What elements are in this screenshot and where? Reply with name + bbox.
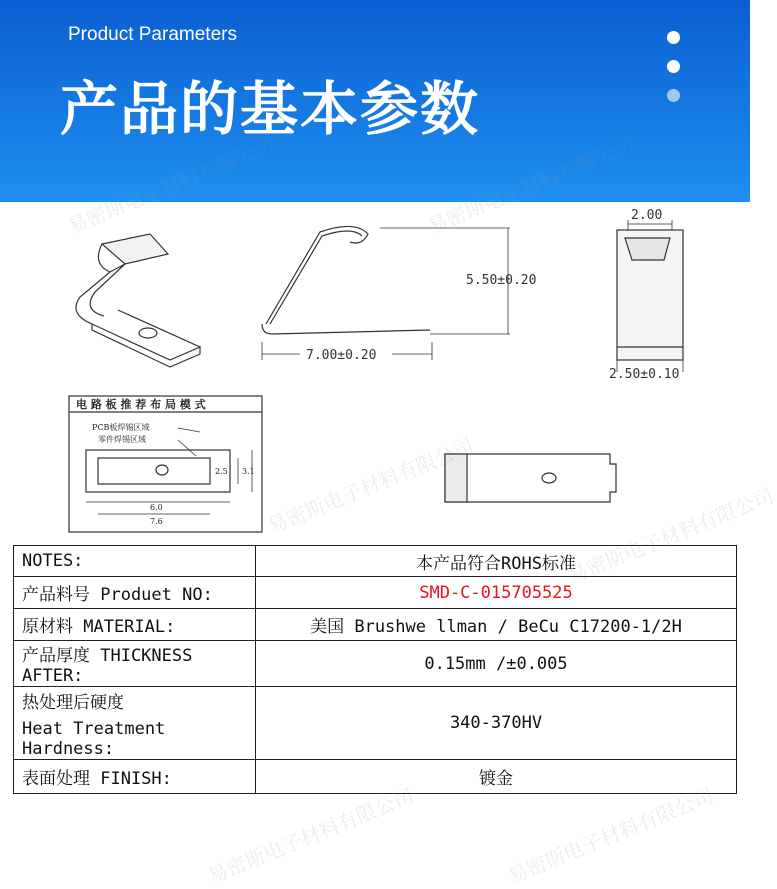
thickness-value: 0.15mm /±0.005 [256, 641, 737, 687]
material-value: 美国 Brushwe llman / BeCu C17200-1/2H [256, 609, 737, 641]
outer-width-label: 7.6 [150, 517, 163, 526]
page-title: 产品的基本参数 [60, 75, 481, 143]
watermark: 易密斯电子材料有限公司 [564, 483, 777, 589]
table-row [14, 577, 737, 609]
spec-table [13, 545, 737, 794]
header-subtitle: Product Parameters [68, 24, 237, 45]
watermark: 易密斯电子材料有限公司 [504, 783, 718, 889]
notes-value: 本产品符合ROHS标准 [256, 546, 737, 577]
finish-value: 镀金 [256, 760, 737, 794]
hardness-value: 340-370HV [256, 687, 737, 760]
inner-width-label: 6.0 [150, 503, 163, 512]
clip-top-view [445, 454, 616, 502]
notes-label: NOTES: [14, 546, 256, 577]
pager-dot-3[interactable] [667, 89, 680, 102]
product-no-value: SMD-C-015705525 [256, 577, 737, 609]
pager-dot-2[interactable] [667, 60, 680, 73]
watermark: 易密斯电子材料有限公司 [264, 433, 478, 539]
hardness-label [14, 687, 256, 760]
table-row [14, 641, 737, 687]
inner-height-label: 2.5 [215, 467, 228, 476]
watermark: 易密斯电子材料有限公司 [204, 783, 418, 889]
drawing-canvas [0, 202, 750, 542]
clip-side-view [262, 226, 510, 360]
technical-drawings [0, 202, 750, 542]
finish-label: 表面处理 FINISH: [14, 760, 256, 794]
product-no-label: 产品料号 Produet NO: [14, 577, 256, 609]
table-row [14, 609, 737, 641]
length-dimension-label: 7.00±0.20 [306, 348, 377, 363]
clip-3d-view [76, 234, 200, 367]
table-row [14, 687, 737, 760]
height-dimension-label: 5.50±0.20 [466, 273, 537, 288]
hardness-label-en: Heat Treatment Hardness: [22, 718, 166, 759]
bottom-width-label: 2.50±0.10 [609, 367, 680, 382]
table-row [14, 760, 737, 794]
pager-dot-1[interactable] [667, 31, 680, 44]
outer-height-label: 3.1 [242, 467, 255, 476]
header-banner [0, 0, 750, 202]
clip-end-view [617, 220, 683, 372]
thickness-label: 产品厚度 THICKNESS AFTER: [14, 641, 256, 687]
part-solder-area-label: 零件焊锡区域 [98, 435, 146, 444]
material-label: 原材料 MATERIAL: [14, 609, 256, 641]
pcb-solder-area-label: PCB板焊锡区域 [92, 423, 150, 432]
pcb-layout-title: 电 路 板 推 荐 布 局 模 式 [76, 398, 206, 411]
pcb-layout-frame [69, 396, 262, 532]
hardness-label-cn: 热处理后硬度 [22, 692, 124, 713]
top-width-label: 2.00 [631, 208, 663, 223]
table-row [14, 546, 737, 577]
